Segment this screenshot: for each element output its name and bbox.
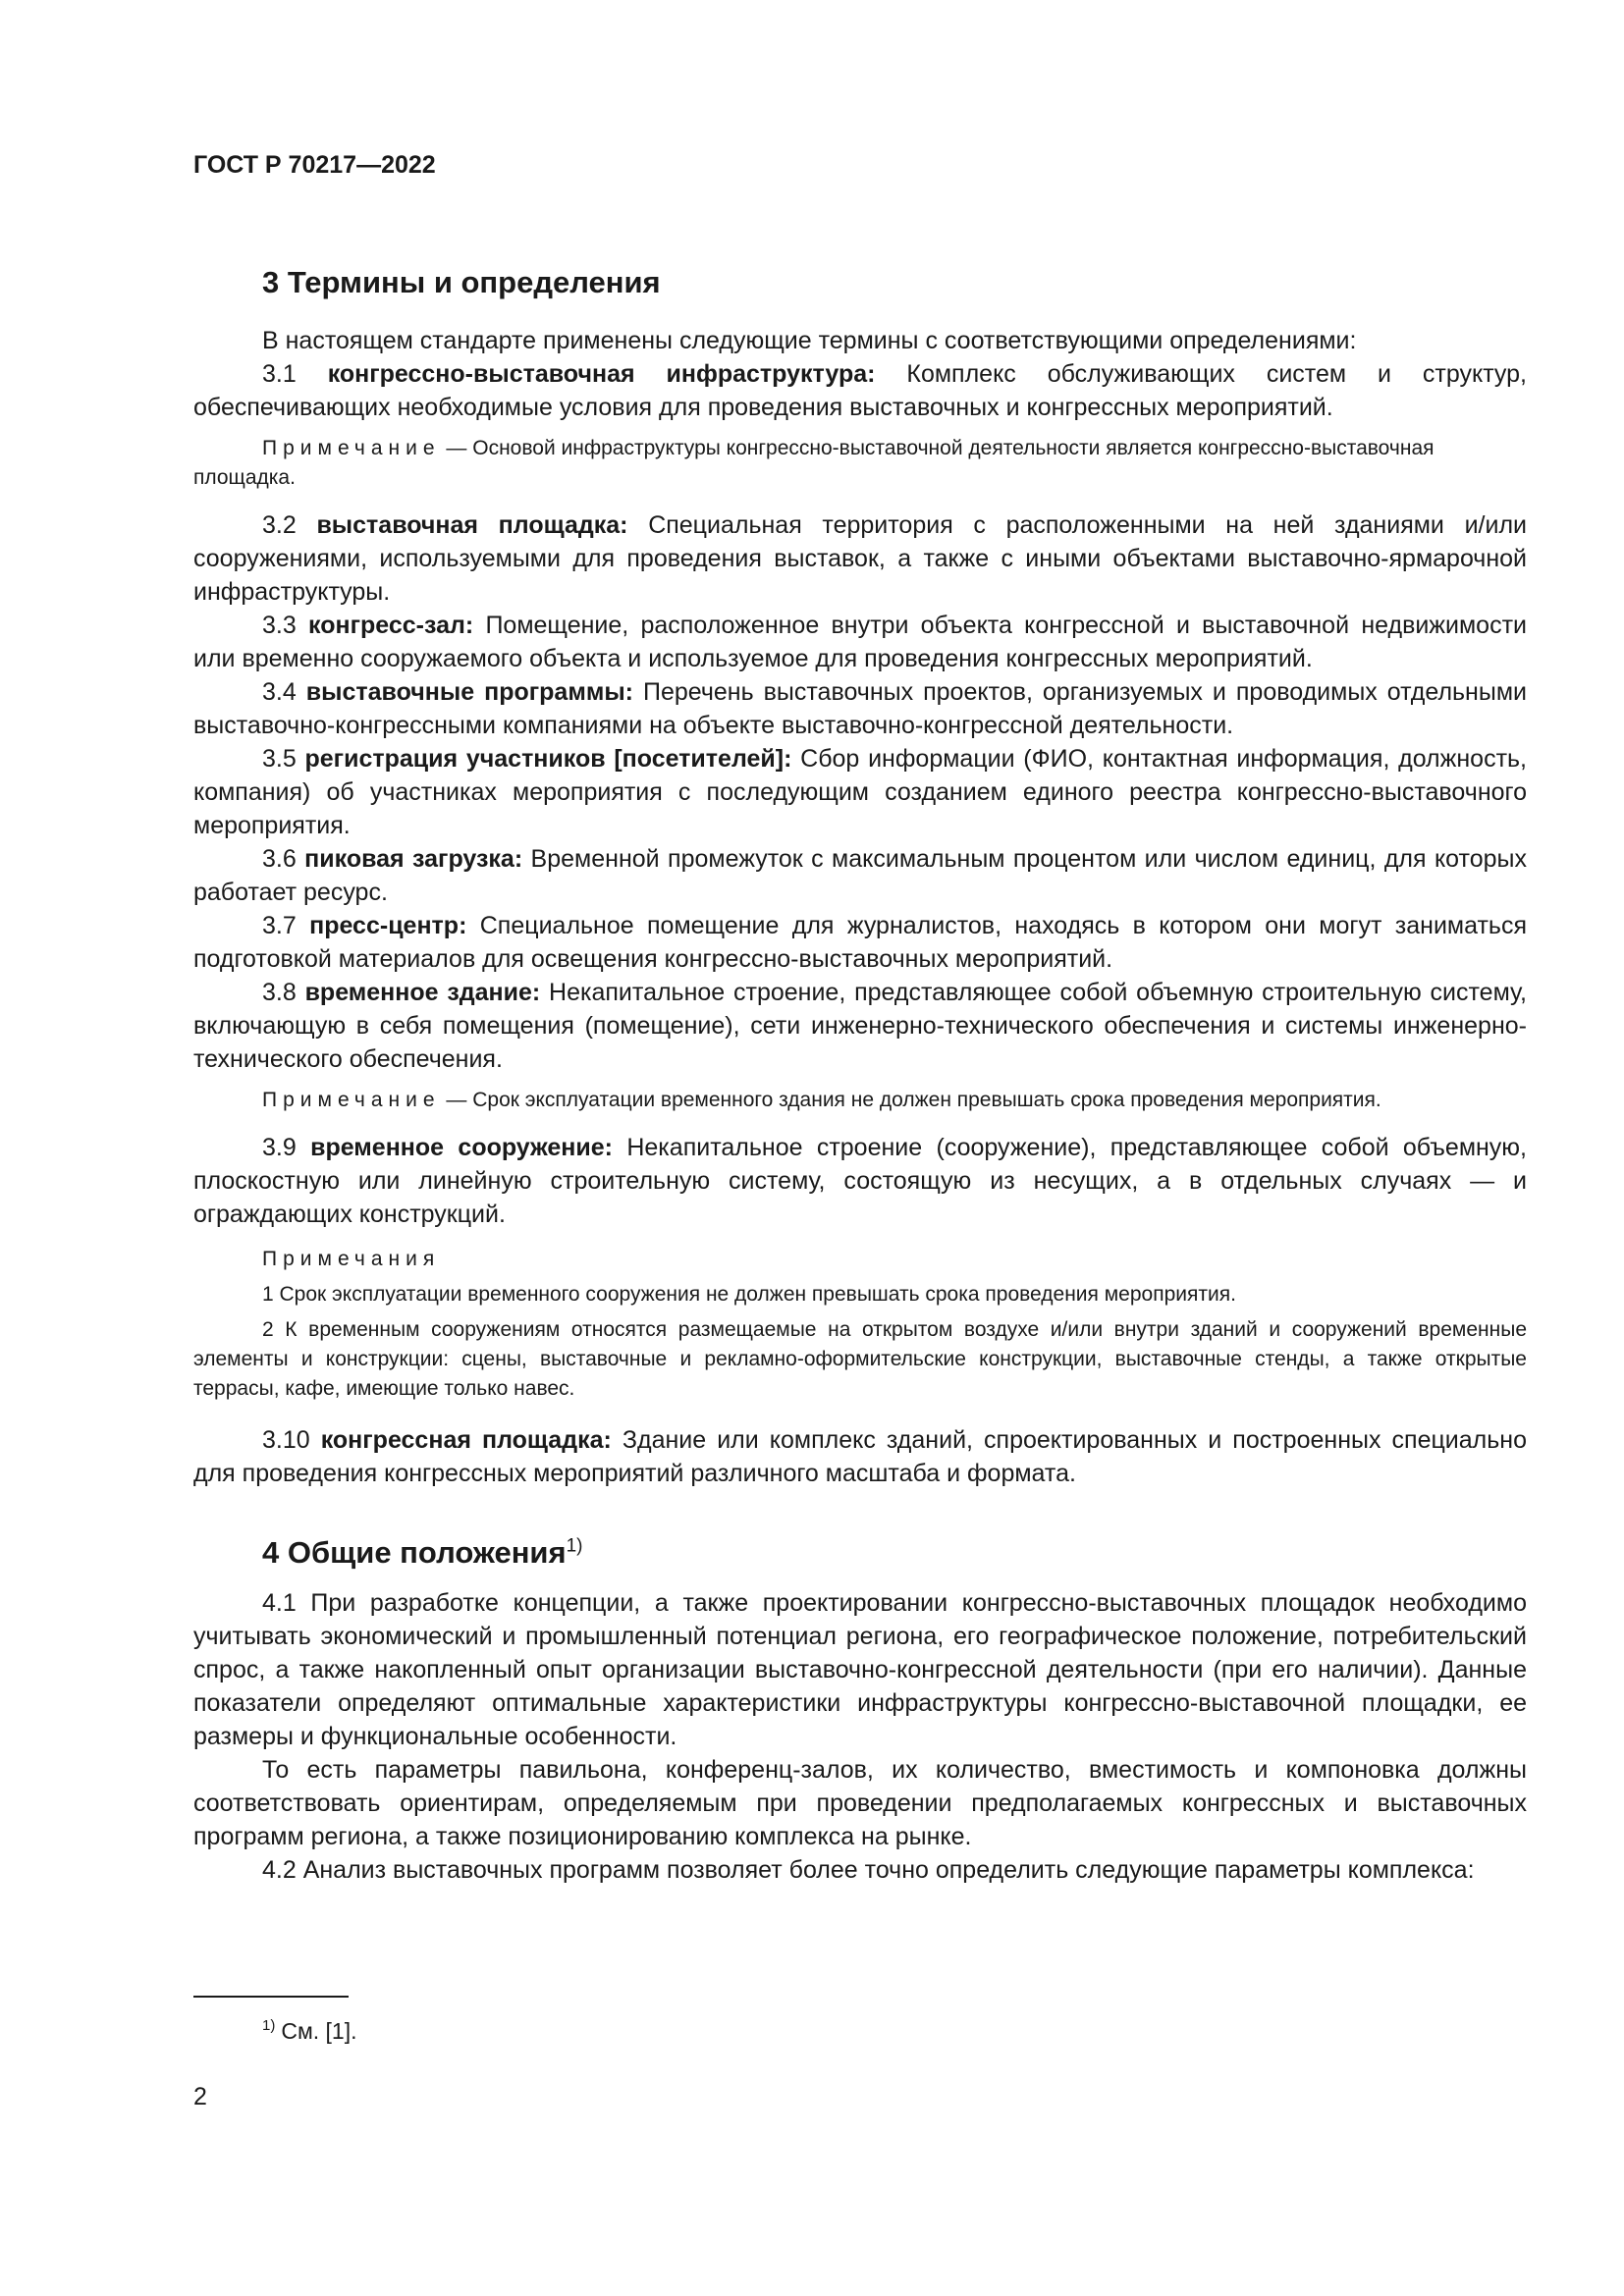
- term-definition: Специальное помещение для журналистов, находясь в котором они могут заниматься подготовкой материалов для освещения конгрессно-выставочных мероприятий.: [193, 912, 1527, 973]
- page-number: 2: [193, 2083, 207, 2110]
- term-definition: Комплекс обслуживающих систем и структур, обеспечивающих необходимые условия для проведения выставочных и конгрессных мероприятий.: [193, 360, 1527, 421]
- paragraph-4-2: 4.2 Анализ выставочных программ позволяет более точно определить следующие параметры комплекса:: [262, 1856, 1475, 1884]
- term-definition: Здание или комплекс зданий, спроектированных и построенных специально для проведения конгрессных мероприятий различного масштаба и формата.: [193, 1426, 1527, 1487]
- term-number: 3.8: [262, 979, 305, 1006]
- section-4-title: [262, 1533, 1527, 1573]
- paragraph-4-1-continued: То есть параметры павильона, конференц-залов, их количество, вместимость и компоновка должны соответствовать ориентирам, определяемым при проведении предполагаемых конгрессных и выставочных программ региона, а также позиционированию комплекса на рынке.: [193, 1756, 1527, 1850]
- term-3-4: [193, 675, 1527, 742]
- term-definition: Некапитальное строение, представляющее собой объемную строительную систему, включающую в себя помещения (помещение), сети инженерно-технического обеспечения и системы инженерно-технического обеспечения.: [193, 979, 1528, 1073]
- note-text: — Срок эксплуатации временного здания не должен превышать срока проведения мероприятия.: [440, 1089, 1381, 1111]
- term-name: временное здание:: [304, 979, 541, 1006]
- note-text: — Основой инфраструктуры конгрессно-выставочной деятельности является конгрессно-выставочная площадка.: [193, 437, 1435, 489]
- note-label: Примечание: [262, 437, 441, 459]
- footnote-divider: [193, 1996, 349, 1998]
- term-number: 3.10: [262, 1426, 321, 1454]
- term-definition: Временной промежуток с максимальным процентом или числом единиц, для которых работает ресурс.: [193, 845, 1527, 906]
- document-page: [193, 145, 1527, 1887]
- term-3-1: [193, 357, 1527, 424]
- term-3-9: [193, 1131, 1527, 1231]
- term-number: 3.5: [262, 745, 305, 773]
- term-3-3: [193, 609, 1527, 675]
- term-name: конгрессная площадка:: [320, 1426, 612, 1454]
- term-name: пиковая загрузка:: [304, 845, 523, 873]
- term-name: временное сооружение:: [310, 1134, 614, 1161]
- term-3-10: [193, 1423, 1527, 1490]
- term-definition: Перечень выставочных проектов, организуемых и проводимых отдельными выставочно-конгрессными компаниями на объекте выставочно-конгрессной деятельности.: [193, 678, 1527, 739]
- term-number: 3.1: [262, 360, 328, 388]
- section-3-intro: В настоящем стандарте применены следующие термины с соответствующими определениями:: [262, 327, 1357, 354]
- note-item-2: 2 К временным сооружениям относятся размещаемые на открытом воздухе и/или внутри зданий и сооружений временные элементы и конструкции: сцены, выставочные и рекламно-оформительские конструкции, выставочные стенды, а также открытые террасы, кафе, имеющие только навес.: [193, 1318, 1527, 1400]
- term-3-6: [193, 842, 1527, 909]
- section-4-title-text: 4 Общие положения: [262, 1535, 567, 1570]
- section-3-title: 3 Термины и определения: [262, 265, 661, 299]
- term-definition: Специальная территория с расположенными на ней зданиями и/или сооружениями, используемыми для проведения выставок, а также с иными объектами выставочно-ярмарочной инфраструктуры.: [193, 511, 1527, 606]
- paragraph-4-1: 4.1 При разработке концепции, а также проектировании конгрессно-выставочных площадок необходимо учитывать экономический и промышленный потенциал региона, его географическое положение, потребительский спрос, а также накопленный опыт организации выставочно-конгрессной деятельности (при его наличии). Данные показатели определяют оптимальные характеристики инфраструктуры конгрессно-выставочной площадки, ее размеры и функциональные особенности.: [193, 1589, 1527, 1750]
- footnote: [262, 2016, 357, 2046]
- footnote-text: См. [1].: [281, 2018, 357, 2044]
- term-number: 3.3: [262, 612, 309, 639]
- note-3-8: [193, 1086, 1527, 1115]
- document-id: ГОСТ Р 70217—2022: [193, 151, 436, 179]
- term-3-7: [193, 909, 1527, 976]
- term-3-5: [193, 742, 1527, 842]
- note-item-1: 1 Срок эксплуатации временного сооружения не должен превышать срока проведения мероприятия.: [262, 1283, 1236, 1306]
- term-name: пресс-центр:: [309, 912, 467, 939]
- term-name: выставочная площадка:: [316, 511, 628, 539]
- note-3-1: [193, 434, 1527, 493]
- term-3-8: [193, 976, 1527, 1076]
- term-3-2: [193, 508, 1527, 609]
- term-name: конгресс-зал:: [308, 612, 474, 639]
- term-number: 3.6: [262, 845, 305, 873]
- term-name: регистрация участников [посетителей]:: [304, 745, 792, 773]
- footnote-mark: 1): [262, 2017, 276, 2035]
- term-definition: Сбор информации (ФИО, контактная информация, должность, компания) об участниках мероприятия с последующим созданием единого реестра конгрессно-выставочного мероприятия.: [193, 745, 1528, 839]
- term-definition: Помещение, расположенное внутри объекта конгрессной и выставочной недвижимости или временно сооружаемого объекта и используемое для проведения конгрессных мероприятий.: [193, 612, 1528, 672]
- term-number: 3.7: [262, 912, 310, 939]
- term-number: 3.2: [262, 511, 317, 539]
- term-name: выставочные программы:: [305, 678, 633, 706]
- term-definition: Некапитальное строение (сооружение), представляющее собой объемную, плоскостную или линейную строительную систему, состоящую из несущих, а в отдельных случаях — и ограждающих конструкций.: [193, 1134, 1528, 1228]
- term-number: 3.9: [262, 1134, 311, 1161]
- note-label: Примечание: [262, 1089, 441, 1111]
- term-name: конгрессно-выставочная инфраструктура:: [327, 360, 876, 388]
- term-number: 3.4: [262, 678, 306, 706]
- notes-label: Примечания: [262, 1248, 441, 1270]
- footnote-ref[interactable]: 1): [566, 1535, 583, 1557]
